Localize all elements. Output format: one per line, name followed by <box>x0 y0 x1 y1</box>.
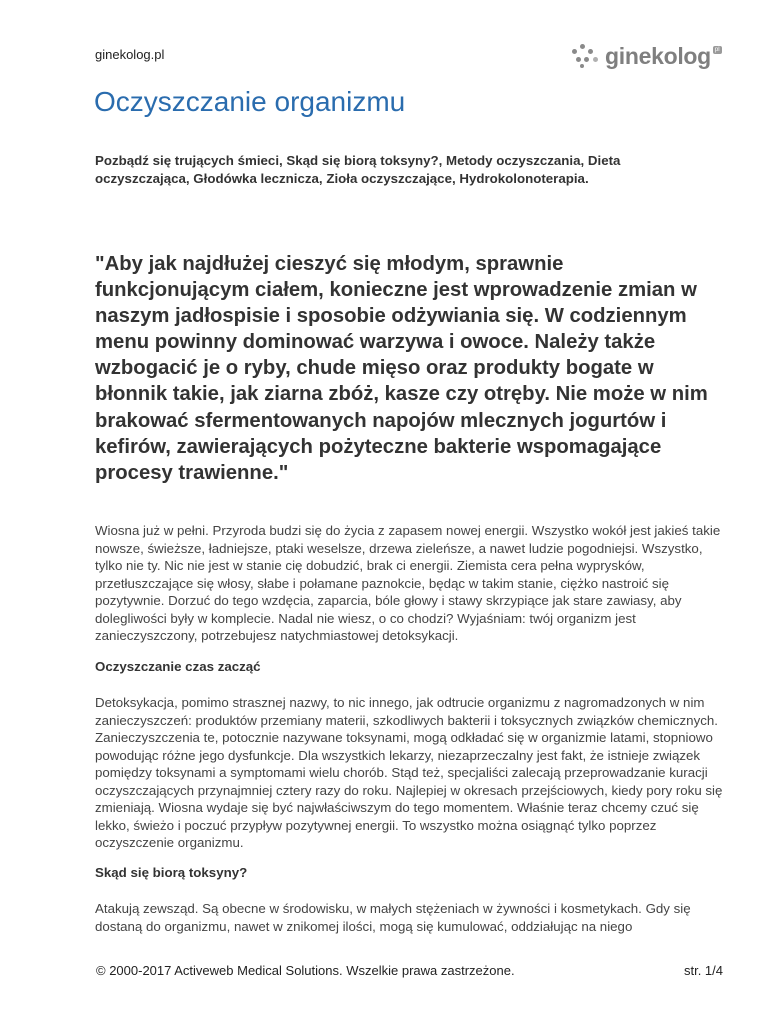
logo-dots-icon <box>572 44 602 68</box>
article-paragraph: Detoksykacja, pomimo strasznej nazwy, to nic innego, jak odtrucie organizmu z nagromadzonych w nim zanieczyszczeń: produktów przemiany materii, szkodliwych bakterii i toksycznych związków chemicznych. Zanieczyszczenia te, potocznie nazywane toksynami, mogą odkładać się w organizmie latami, stopniowo powodując różne jego dysfunkcje. Dla wszystkich lekarzy, niezaprzeczalny jest fakt, że istnieje związek pomiędzy toksynami a symptomami wielu chorób. Stąd też, specjaliści zalecają przeprowadzanie kuracji oczyszczających przynajmniej cztery razy do roku. Najlepiej w okresach przejściowych, kiedy pory roku się zmieniają. Wiosna wydaje się być najwłaściwszym do tego momentem. Właśnie teraz chcemy czuć się lekko, świeżo i poczuć przypływ pozytywnej energii. To wszystko można osiągnąć tylko poprzez oczyszczenie organizmu. <box>95 695 723 850</box>
ginekolog-logo <box>572 42 722 70</box>
logo-text: ginekolog <box>605 42 711 69</box>
section-heading: Skąd się biorą toksyny? <box>95 865 248 880</box>
footer-copyright: © 2000-2017 Activeweb Medical Solutions. Wszelkie prawa zastrzeżone. <box>96 963 515 978</box>
page-title: Oczyszczanie organizmu <box>94 86 406 117</box>
section-heading: Oczyszczanie czas zacząć <box>95 659 261 674</box>
article-tags: Pozbądź się trujących śmieci, Skąd się biorą toksyny?, Metody oczyszczania, Dieta oczyszczająca, Głodówka lecznicza, Zioła oczyszczające, Hydrokolonoterapia. <box>95 153 621 186</box>
article-paragraph: Wiosna już w pełni. Przyroda budzi się do życia z zapasem nowej energii. Wszystko wokół jest jakieś takie nowsze, świeższe, ładniejsze, ptaki weselsze, drzewa zieleńsze, a nawet ludzie pogodniejsi. Wszystko, tylko nie ty. Nic nie jest w stanie cię dobudzić, brak ci energii. Ziemista cera pełna wyprysków, przetłuszczające się włosy, słabe i połamane paznokcie, będąc w takim stanie, ciężko nastroić się pozytywnie. Dorzuć do tego wzdęcia, zaparcia, bóle głowy i stawy skrzypiące jak stare zawiasy, aby dolegliwości były w komplecie. Nadal nie wiesz, o co chodzi? Wyjaśniam: twój organizm jest zanieczyszczony, potrzebujesz natychmiastowej detoksykacji. <box>95 523 721 643</box>
article-lead-quote: "Aby jak najdłużej cieszyć się młodym, sprawnie funkcjonującym ciałem, konieczne jest wprowadzenie zmian w naszym jadłospisie i sposobie odżywiania się. W codziennym menu powinny dominować warzywa i owoce. Należy także wzbogacić je o ryby, chude mięso oraz produkty bogate w błonnik takie, jak ziarna zbóż, kasze czy otręby. Nie może w nim brakować sfermentowanych napojów mlecznych jogurtów i kefirów, zawierających pożyteczne bakterie wspomagające procesy trawienne." <box>95 253 708 484</box>
logo-badge: pl <box>714 47 720 53</box>
site-name: ginekolog.pl <box>95 47 165 62</box>
page-number: str. 1/4 <box>683 963 723 978</box>
article-paragraph: Atakują zewsząd. Są obecne w środowisku, w małych stężeniach w żywności i kosmetykach. Gdy się dostaną do organizmu, nawet w znikomej ilości, mogą się kumulować, oddziałując na niego <box>95 901 691 934</box>
